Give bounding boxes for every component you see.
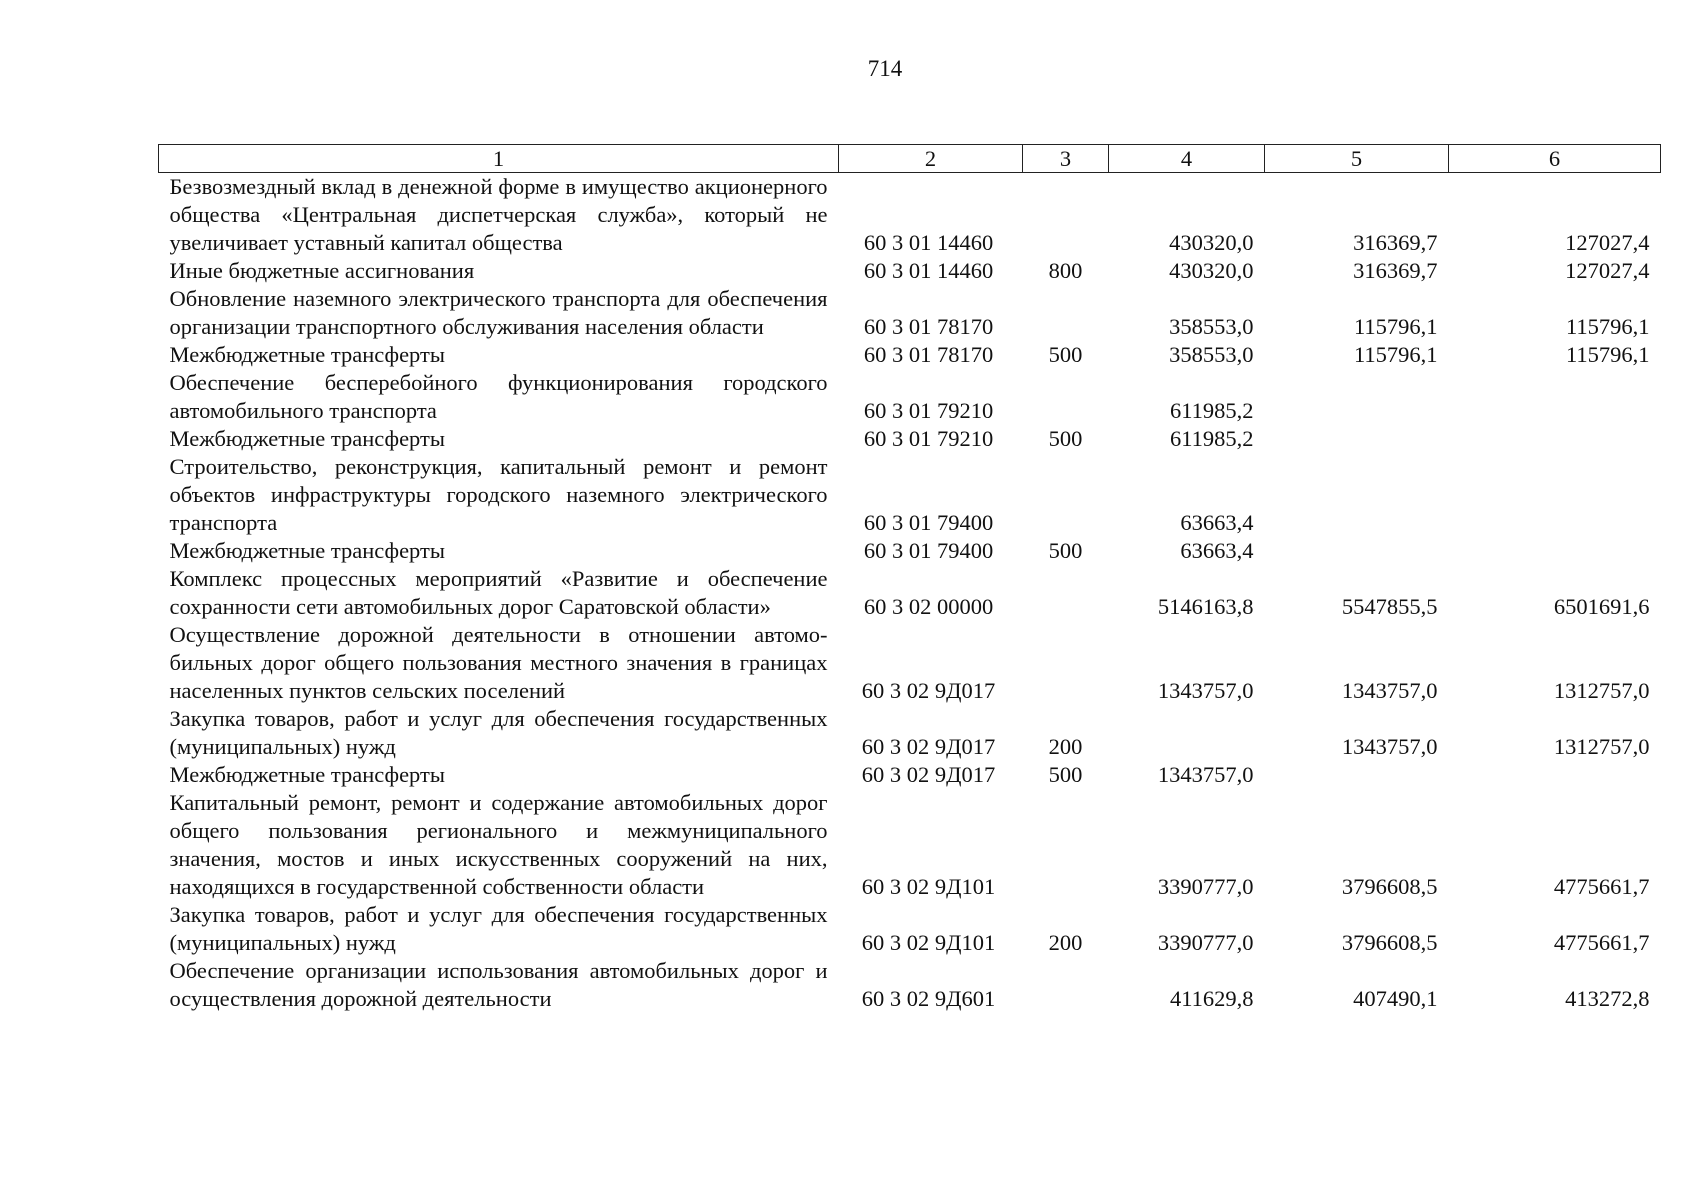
row-code: 60 3 02 00000 [863,594,994,619]
table-row [159,369,1661,425]
row-value-col6: 115796,1 [1565,314,1650,339]
row-value-col6 [1449,425,1661,453]
row-code: 60 3 01 79400 [863,510,994,535]
row-value-col5 [1265,425,1449,453]
table-row [159,621,1661,705]
row-expense-kind [1023,453,1109,537]
column-header-3: 3 [1023,145,1109,173]
row-value-col6: 127027,4 [1565,258,1650,283]
row-value-col4: 1343757,0 [1157,762,1254,787]
row-expense-kind [1023,565,1109,621]
table-row [159,705,1661,761]
row-name: Обеспечение бесперебойного функционирования городского автомобильного транспорта [169,370,828,423]
row-value-col4: 5146163,8 [1157,594,1254,619]
row-code: 60 3 01 79210 [863,398,994,423]
row-value-col5 [1265,453,1449,537]
row-name: Межбюджетные трансферты [169,762,445,787]
row-expense-kind: 200 [1048,734,1083,759]
row-value-col6 [1449,761,1661,789]
row-value-col4: 1343757,0 [1157,678,1254,703]
row-code: 60 3 02 9Д101 [861,874,996,899]
column-header-1: 1 [159,145,839,173]
row-name: Закупка товаров, работ и услуг для обеспечения государственных (муниципальных) нужд [169,706,828,759]
table-row [159,341,1661,369]
row-expense-kind [1023,285,1109,341]
row-value-col5: 316369,7 [1353,230,1438,255]
row-value-col5 [1265,761,1449,789]
row-value-col5: 3796608,5 [1341,874,1438,899]
row-value-col6 [1449,369,1661,425]
row-value-col5: 1343757,0 [1341,734,1438,759]
row-value-col4: 358553,0 [1169,314,1254,339]
row-value-col6: 127027,4 [1565,230,1650,255]
row-value-col6: 6501691,6 [1553,594,1650,619]
column-header-6: 6 [1449,145,1661,173]
table-header [159,145,1661,173]
table-row [159,565,1661,621]
table-row [159,537,1661,565]
row-code: 60 3 01 14460 [863,258,994,283]
row-value-col4 [1109,705,1265,761]
row-expense-kind: 800 [1048,258,1083,283]
row-value-col6 [1449,453,1661,537]
row-value-col5: 5547855,5 [1341,594,1438,619]
table-body [159,173,1661,1014]
table-row [159,285,1661,341]
row-value-col4: 611985,2 [1169,398,1254,423]
row-name: Обеспечение организации использования автомобильных дорог и осуществления дорожной деятельности [169,958,828,1011]
row-code: 60 3 01 78170 [863,314,994,339]
row-value-col6 [1449,537,1661,565]
row-name: Безвозмездный вклад в денежной форме в имущество акционерного общества «Центральная диспетчерская служба», который не увеличивает уставный капитал общества [169,174,828,255]
row-name: Межбюджетные трансферты [169,342,445,367]
row-value-col4: 411629,8 [1169,986,1254,1011]
row-name: Капитальный ремонт, ремонт и содержание автомобильных дорог общего пользования регионального и межмуниципального значения, мостов и иных искусственных сооружений на них, находящихся в государственной собственности области [169,790,828,899]
column-header-2: 2 [839,145,1023,173]
row-value-col6: 1312757,0 [1553,734,1650,759]
row-value-col6: 115796,1 [1565,342,1650,367]
row-value-col5 [1265,369,1449,425]
row-value-col6: 4775661,7 [1553,930,1650,955]
table-row [159,957,1661,1013]
row-value-col6: 4775661,7 [1553,874,1650,899]
row-value-col6: 1312757,0 [1553,678,1650,703]
row-value-col5: 115796,1 [1353,314,1438,339]
table-row [159,789,1661,901]
row-name: Строительство, реконструкция, капитальный ремонт и ремонт объектов инфраструктуры городского наземного электрического транспорта [169,454,828,535]
row-name: Межбюджетные трансферты [169,538,445,563]
row-expense-kind [1023,957,1109,1013]
row-name: Комплекс процессных мероприятий «Развитие и обеспечение сохранности сети автомобильных дорог Саратовской области» [169,566,828,619]
row-code: 60 3 01 79400 [863,538,994,563]
row-value-col4: 63663,4 [1180,510,1254,535]
row-code: 60 3 02 9Д017 [861,762,996,787]
row-name: Иные бюджетные ассигнования [169,258,475,283]
row-value-col6: 413272,8 [1565,986,1650,1011]
table-row [159,173,1661,258]
row-name: Обновление наземного электрического транспорта для обеспечения организации транспортного обслуживания населения области [169,286,828,339]
row-code: 60 3 02 9Д017 [861,678,996,703]
row-value-col5: 115796,1 [1353,342,1438,367]
row-value-col5: 316369,7 [1353,258,1438,283]
row-expense-kind [1023,369,1109,425]
row-expense-kind: 500 [1048,342,1083,367]
row-code: 60 3 02 9Д601 [861,986,996,1011]
column-header-5: 5 [1265,145,1449,173]
row-name: Осуществление дорожной деятельности в отношении автомобильных дорог общего пользования местного значения в границах населенных пунктов сельских поселений [169,622,828,703]
row-value-col4: 430320,0 [1169,258,1254,283]
row-expense-kind [1023,173,1109,258]
row-value-col4: 63663,4 [1180,538,1254,563]
table-row [159,257,1661,285]
row-value-col5: 407490,1 [1353,986,1438,1011]
row-expense-kind: 500 [1048,762,1083,787]
page-number: 714 [867,56,903,81]
row-value-col4: 611985,2 [1169,426,1254,451]
row-value-col4: 358553,0 [1169,342,1254,367]
row-value-col4: 3390777,0 [1157,874,1254,899]
row-code: 60 3 02 9Д017 [861,734,996,759]
header-row [159,145,1661,173]
row-value-col4: 3390777,0 [1157,930,1254,955]
row-expense-kind [1023,789,1109,901]
row-code: 60 3 01 14460 [863,230,994,255]
row-code: 60 3 01 78170 [863,342,994,367]
row-name: Межбюджетные трансферты [169,426,445,451]
row-value-col4: 430320,0 [1169,230,1254,255]
table-row [159,761,1661,789]
row-value-col5 [1265,537,1449,565]
row-code: 60 3 02 9Д101 [861,930,996,955]
row-expense-kind: 500 [1048,426,1083,451]
row-expense-kind: 500 [1048,538,1083,563]
table-row [159,425,1661,453]
table-row [159,453,1661,537]
row-value-col5: 3796608,5 [1341,930,1438,955]
row-code: 60 3 01 79210 [863,426,994,451]
table-row [159,901,1661,957]
row-value-col5: 1343757,0 [1341,678,1438,703]
row-expense-kind [1023,621,1109,705]
row-expense-kind: 200 [1048,930,1083,955]
row-name: Закупка товаров, работ и услуг для обеспечения государственных (муниципальных) нужд [169,902,828,955]
budget-table [158,144,1661,1013]
column-header-4: 4 [1109,145,1265,173]
